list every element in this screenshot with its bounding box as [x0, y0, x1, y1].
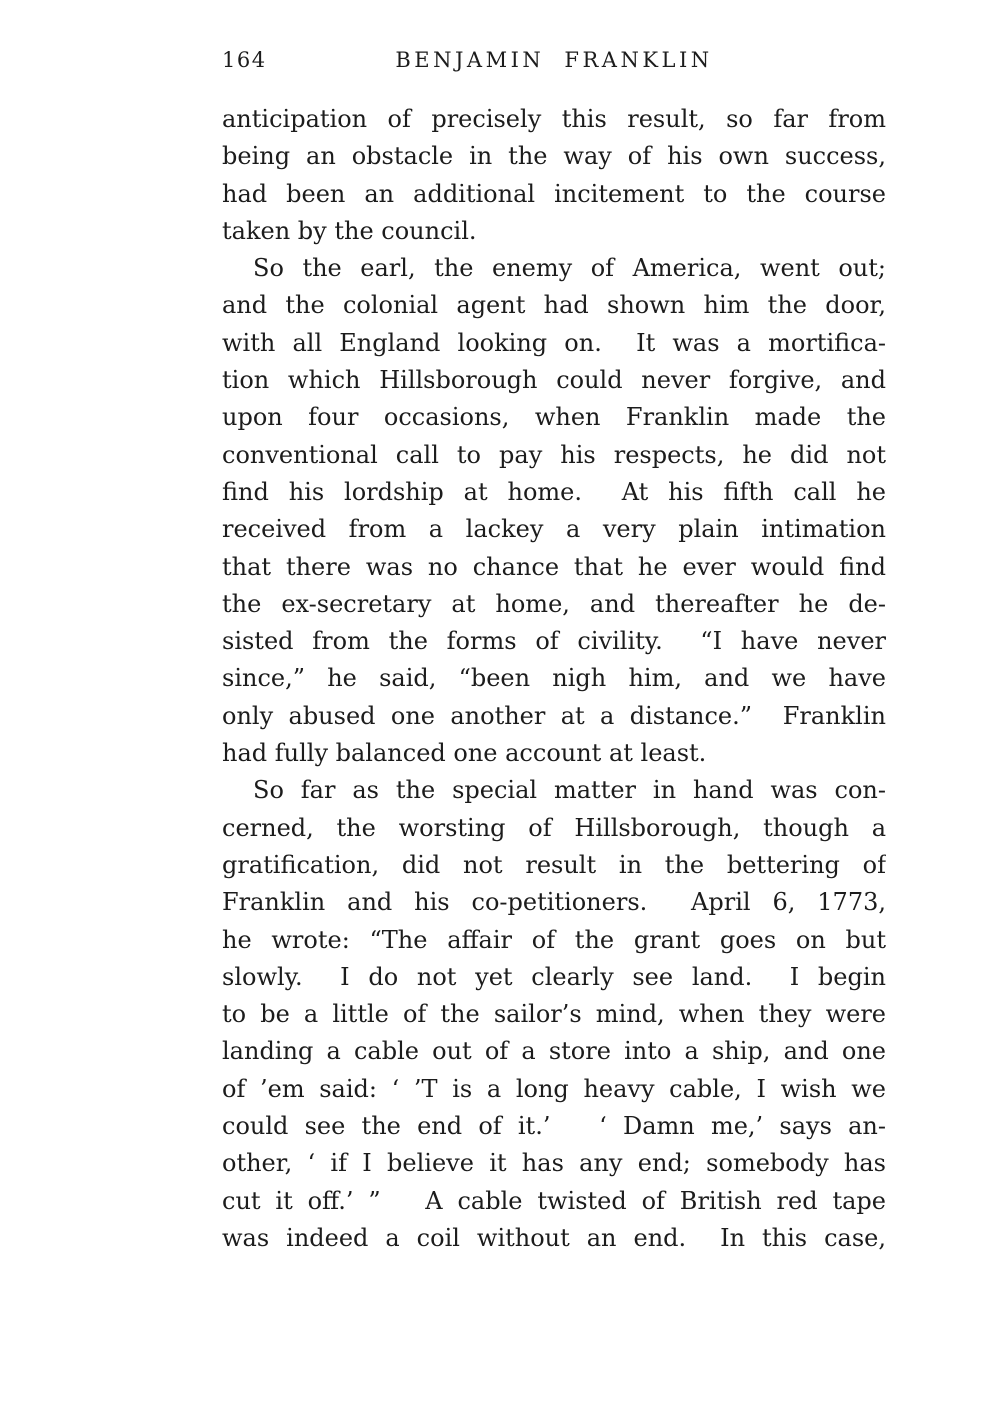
text-line: he wrote: “The affair of the grant goes on but: [222, 925, 886, 954]
text-line: landing a cable out of a store into a ship, and one: [222, 1037, 886, 1066]
text-line: and the colonial agent had shown him the door,: [222, 291, 886, 320]
text-line: taken by the council.: [222, 216, 477, 245]
text-line: had been an additional incitement to the course: [222, 179, 886, 208]
text-line: slowly. I do not yet clearly see land. I begin: [222, 962, 886, 991]
text-line: sisted from the forms of civility. “I have never: [222, 627, 886, 656]
text-line: anticipation of precisely this result, so far from: [222, 105, 886, 133]
text-line: of ’em said: ‘ ’T is a long heavy cable, I wish we: [222, 1074, 886, 1103]
text-line: the ex-secretary at home, and thereafter he de-: [222, 589, 886, 618]
text-line: Franklin and his co-petitioners. April 6, 1773,: [222, 888, 886, 917]
text-line: other, ‘ if I believe it has any end; somebody has: [222, 1149, 886, 1178]
text-line: that there was no chance that he ever would find: [222, 552, 886, 581]
text-line: since,” he said, “been nigh him, and we have: [222, 664, 886, 693]
text-line: tion which Hillsborough could never forgive, and: [222, 366, 886, 395]
text-line: upon four occasions, when Franklin made the: [222, 403, 886, 432]
running-head: [222, 48, 886, 72]
text-line: could see the end of it.’ ‘ Damn me,’ says an-: [222, 1112, 886, 1141]
text-line: had fully balanced one account at least.: [222, 739, 707, 768]
running-title: BENJAMIN FRANKLIN: [395, 48, 713, 72]
text-line: cerned, the worsting of Hillsborough, though a: [222, 813, 886, 842]
text-line: gratification, did not result in the bettering of: [222, 850, 886, 879]
text-line: conventional call to pay his respects, he did not: [222, 440, 886, 469]
text-line: with all England looking on. It was a mortifica-: [222, 328, 886, 357]
text-line: cut it off.’ ” A cable twisted of British red tape: [222, 1186, 886, 1215]
text-line: So the earl, the enemy of America, went out;: [253, 254, 886, 283]
text-line: only abused one another at a distance.” Franklin: [222, 701, 886, 730]
text-line: to be a little of the sailor’s mind, when they were: [222, 1000, 886, 1029]
text-line: find his lordship at home. At his fifth call he: [222, 477, 886, 506]
text-line: being an obstacle in the way of his own success,: [222, 142, 886, 171]
text-line: received from a lackey a very plain intimation: [222, 515, 886, 544]
text-line: So far as the special matter in hand was con-: [253, 776, 886, 805]
text-line: was indeed a coil without an end. In this case,: [222, 1223, 886, 1252]
page-number: 164: [222, 48, 267, 72]
text-block: [222, 101, 886, 1257]
